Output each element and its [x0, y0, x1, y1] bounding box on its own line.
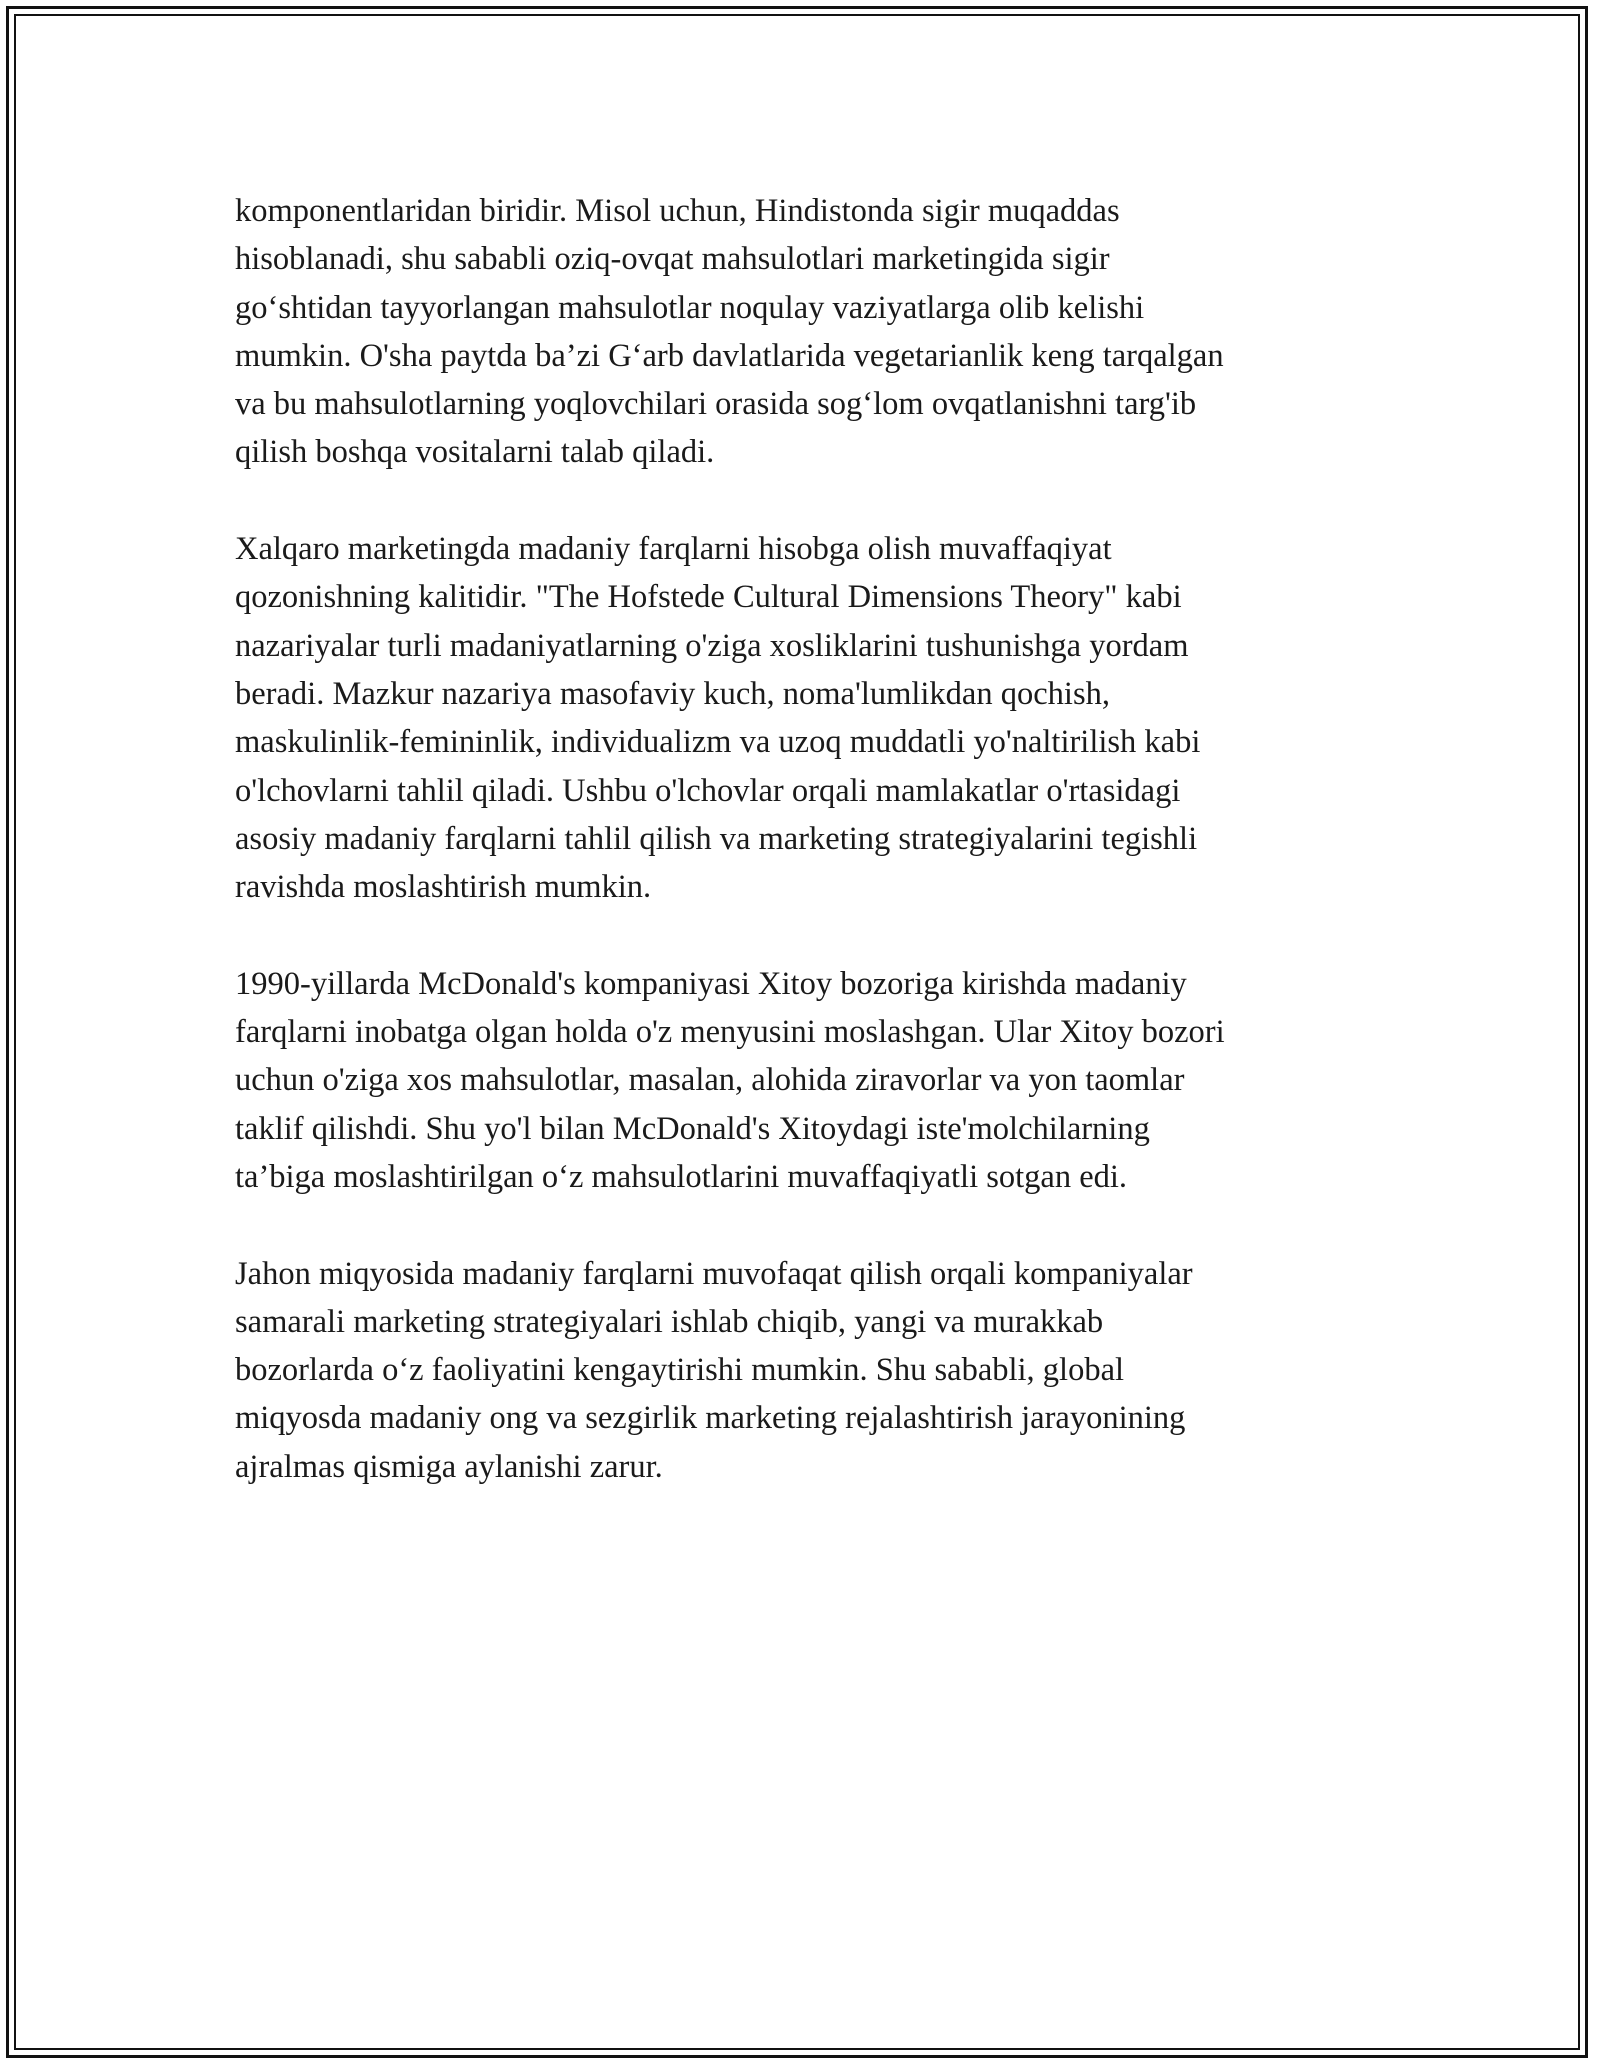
text-line: beradi. Mazkur nazariya masofaviy kuch, noma'lumlikdan qochish, — [235, 675, 1110, 712]
text-line: mumkin. O'sha paytda ba’zi G‘arb davlatlarida vegetarianlik keng tarqalgan — [235, 337, 1224, 374]
text-line: ajralmas qismiga aylanishi zarur. — [235, 1448, 663, 1485]
text-line: hisoblanadi, shu sababli oziq-ovqat mahsulotlari marketingida sigir — [235, 241, 1110, 278]
text-line: asosiy madaniy farqlarni tahlil qilish va marketing strategiyalarini tegishli — [235, 820, 1198, 857]
text-line: o'lchovlarni tahlil qiladi. Ushbu o'lchovlar orqali mamlakatlar o'rtasidagi — [235, 772, 1181, 809]
text-line: ravishda moslashtirish mumkin. — [235, 869, 652, 906]
text-line: uchun o'ziga xos mahsulotlar, masalan, alohida ziravorlar va yon taomlar — [235, 1062, 1185, 1099]
text-line: bozorlarda o‘z faoliyatini kengaytirishi mumkin. Shu sababli, global — [235, 1352, 1125, 1389]
text-line: qozonishning kalitidir. "The Hofstede Cultural Dimensions Theory" kabi — [235, 579, 1182, 616]
text-line: Xalqaro marketingda madaniy farqlarni hisobga olish muvaffaqiyat — [235, 531, 1112, 568]
text-line: ta’biga moslashtirilgan o‘z mahsulotlarini muvaffaqiyatli sotgan edi. — [235, 1158, 1128, 1195]
document-body — [235, 187, 1365, 1491]
text-line: va bu mahsulotlarning yoqlovchilari orasida sog‘lom ovqatlanishni targ'ib — [235, 386, 1197, 423]
paragraph-hofstede — [235, 525, 1365, 911]
text-line: nazariyalar turli madaniyatlarning o'ziga xosliklarini tushunishga yordam — [235, 627, 1189, 664]
text-line: 1990-yillarda McDonald's kompaniyasi Xitoy bozoriga kirishda madaniy — [235, 965, 1187, 1002]
text-line: samarali marketing strategiyalari ishlab chiqib, yangi va murakkab — [235, 1303, 1104, 1340]
paragraph-conclusion — [235, 1250, 1365, 1491]
text-line: qilish boshqa vositalarni talab qiladi. — [235, 434, 715, 471]
paragraph-religious-norms — [235, 187, 1365, 477]
text-line: go‘shtidan tayyorlangan mahsulotlar noqulay vaziyatlarga olib kelishi — [235, 289, 1145, 326]
text-line: komponentlaridan biridir. Misol uchun, Hindistonda sigir muqaddas — [235, 193, 1120, 229]
text-line: miqyosda madaniy ong va sezgirlik marketing rejalashtirish jarayonining — [235, 1400, 1186, 1437]
text-line: Jahon miqyosida madaniy farqlarni muvofaqat qilish orqali kompaniyalar — [235, 1255, 1193, 1292]
text-line: maskulinlik-femininlik, individualizm va uzoq muddatli yo'naltirilish kabi — [235, 724, 1201, 761]
paragraph-mcdonalds — [235, 960, 1365, 1201]
text-line: taklif qilishdi. Shu yo'l bilan McDonald's Xitoydagi iste'molchilarning — [235, 1110, 1150, 1147]
text-line: farqlarni inobatga olgan holda o'z menyusini moslashgan. Ular Xitoy bozori — [235, 1014, 1225, 1051]
